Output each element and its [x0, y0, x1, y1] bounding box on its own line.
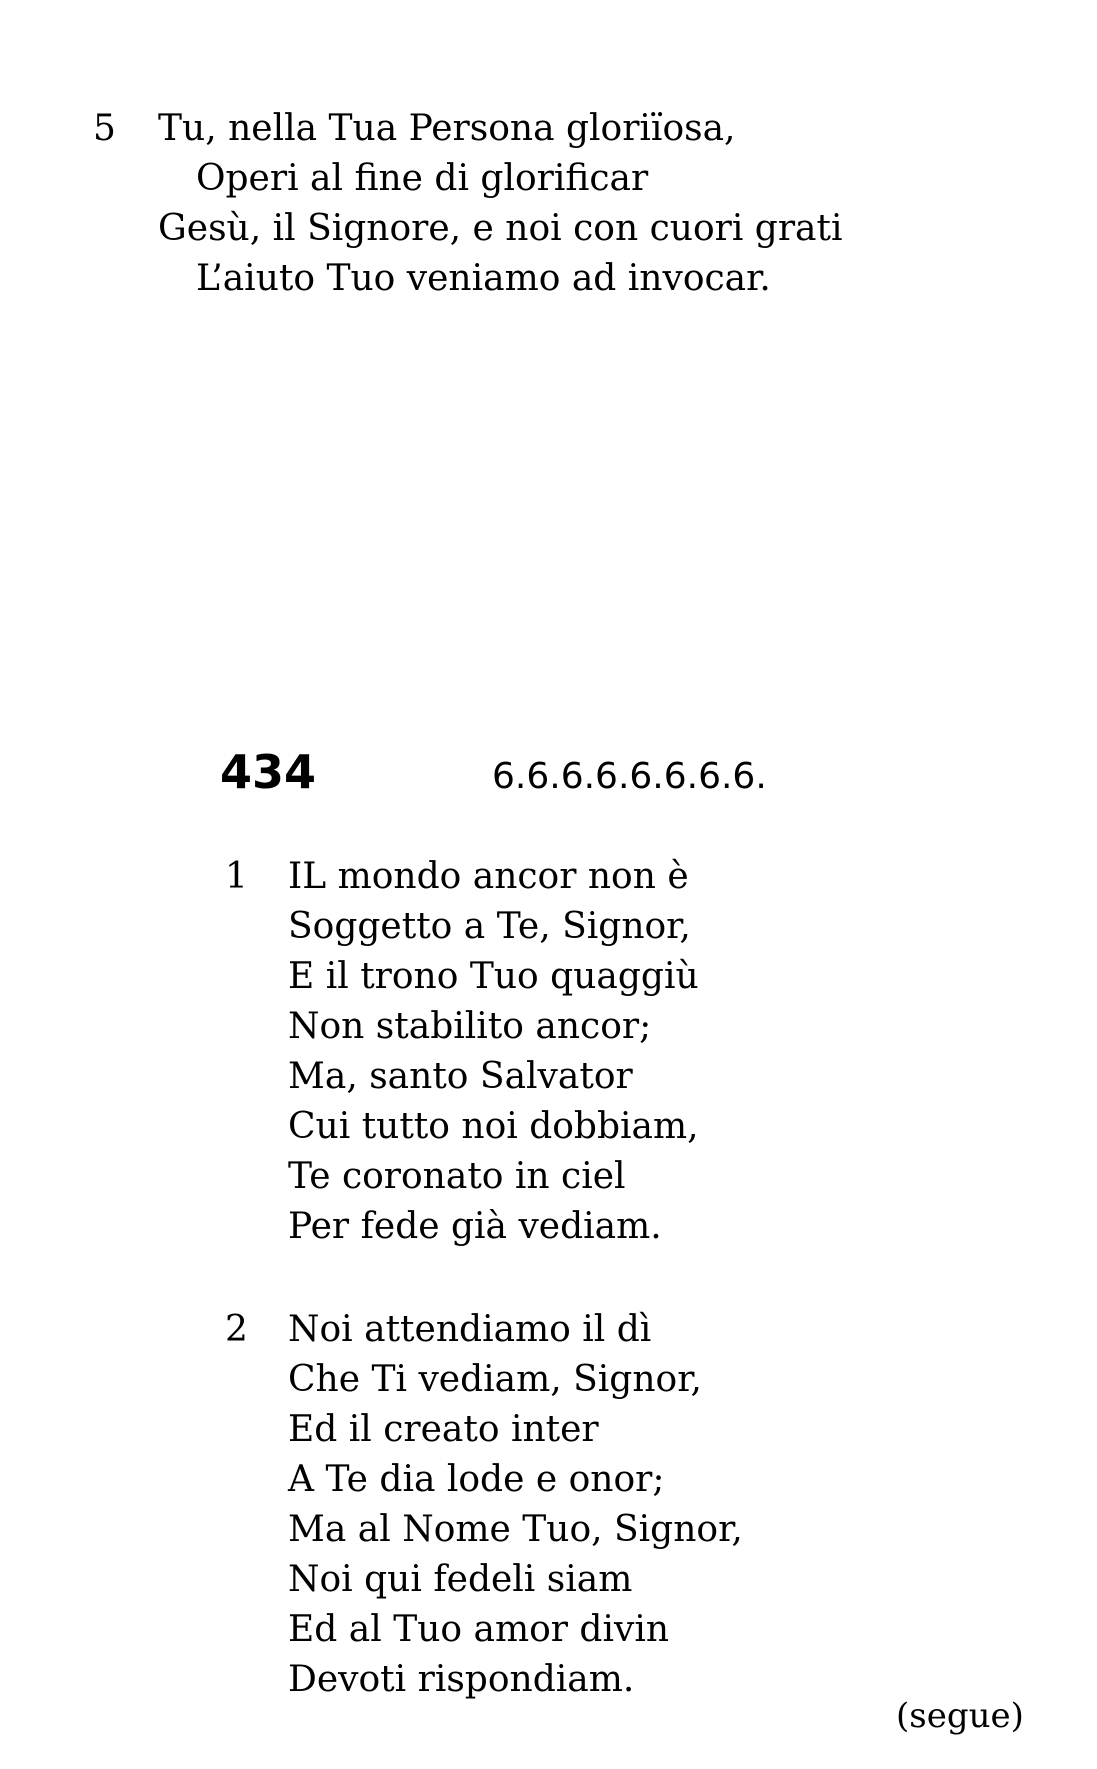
stanza-line: Soggetto a Te, Signor, — [288, 906, 691, 947]
stanza-line: Gesù, il Signore, e noi con cuori grati — [158, 208, 843, 249]
stanza-number: 5 — [93, 108, 116, 149]
stanza-number: 2 — [225, 1309, 248, 1350]
stanza-line: Ed il creato inter — [288, 1409, 599, 1450]
stanza-line: Ma al Nome Tuo, Signor, — [288, 1509, 743, 1550]
stanza-line: Cui tutto noi dobbiam, — [288, 1106, 699, 1147]
stanza-line: Ma, santo Salvator — [288, 1056, 633, 1097]
stanza-line: Tu, nella Tua Persona gloriïosa, — [158, 108, 736, 149]
continuation-note: (segue) — [896, 1696, 1024, 1736]
stanza-line: Devoti rispondiam. — [288, 1659, 635, 1700]
stanza-line: A Te dia lode e onor; — [288, 1459, 665, 1500]
stanza-line: Operi al fine di glorificar — [196, 158, 649, 199]
stanza-line: L’aiuto Tuo veniamo ad invocar. — [196, 258, 771, 299]
stanza-line: Per fede già vediam. — [288, 1206, 662, 1247]
stanza-line: Ed al Tuo amor divin — [288, 1609, 670, 1650]
hymn-meter: 6.6.6.6.6.6.6.6. — [492, 756, 767, 797]
hymn-number: 434 — [220, 745, 317, 799]
stanza-line: Noi qui fedeli siam — [288, 1559, 633, 1600]
stanza-line: E il trono Tuo quaggiù — [288, 956, 699, 997]
stanza-line: Te coronato in ciel — [288, 1156, 626, 1197]
stanza-number: 1 — [225, 856, 248, 897]
stanza-line: Noi attendiamo il dì — [288, 1309, 652, 1350]
stanza-line: IL mondo ancor non è — [288, 856, 689, 897]
stanza-line: Non stabilito ancor; — [288, 1006, 652, 1047]
stanza-line: Che Ti vediam, Signor, — [288, 1359, 702, 1400]
